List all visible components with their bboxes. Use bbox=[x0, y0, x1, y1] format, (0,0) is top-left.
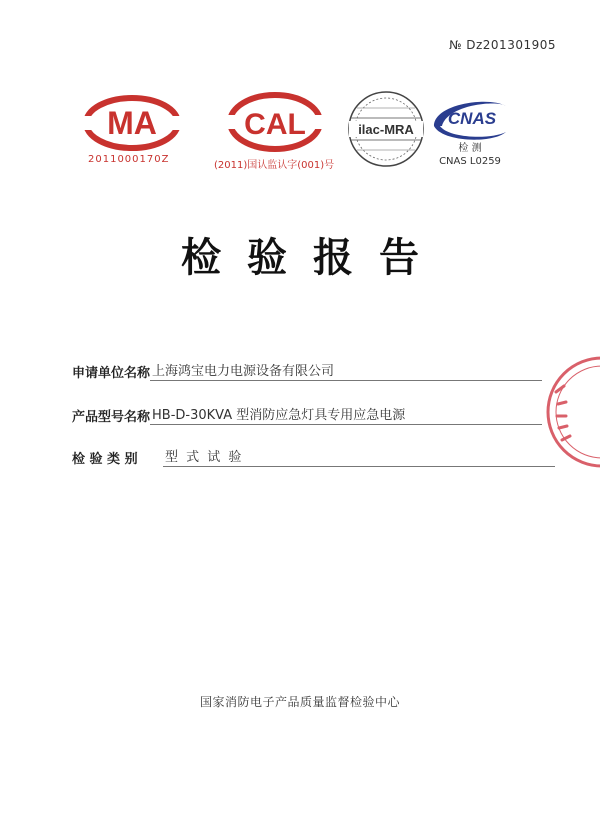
inspection-type-field bbox=[72, 446, 555, 467]
cnas-logo-caption bbox=[430, 142, 510, 168]
cnas-logo-text: CNAS bbox=[447, 109, 497, 128]
ilac-globe-icon bbox=[345, 88, 427, 170]
product-model-value: HB-D-30KVA 型消防应急灯具专用应急电源 bbox=[150, 404, 542, 425]
applicant-label: 申请单位名称 bbox=[72, 366, 151, 381]
product-model-label: 产品型号名称 bbox=[72, 410, 151, 425]
ma-certification-logo bbox=[82, 94, 182, 152]
seal-stamp-icon bbox=[542, 352, 600, 472]
cal-logo-icon bbox=[225, 90, 325, 154]
inspection-type-label: 检 验 类 别 bbox=[72, 452, 138, 467]
ma-logo-icon bbox=[82, 94, 182, 152]
cnas-logo bbox=[428, 92, 512, 148]
product-model-field bbox=[72, 404, 542, 425]
cnas-caption-number: CNAS L0259 bbox=[439, 156, 501, 167]
applicant-field bbox=[72, 360, 542, 381]
red-seal-stamp bbox=[542, 352, 600, 472]
issuing-organization: 国家消防电子产品质量监督检验中心 bbox=[199, 695, 400, 709]
cnas-caption-testing: 检 测 bbox=[458, 143, 482, 154]
report-title: 检验报告 bbox=[181, 235, 445, 281]
inspection-type-value: 型 式 试 验 bbox=[163, 446, 555, 467]
cal-logo-caption: (2011)国认监认字(001)号 bbox=[214, 160, 335, 171]
cnas-swoosh-icon bbox=[428, 92, 512, 148]
report-number: № Dz201301905 bbox=[448, 38, 556, 52]
ma-logo-text: MA bbox=[107, 105, 157, 141]
ilac-logo-text: ilac-MRA bbox=[358, 122, 414, 137]
ilac-mra-logo bbox=[345, 88, 427, 170]
applicant-value: 上海鸿宝电力电源设备有限公司 bbox=[150, 360, 542, 381]
ma-logo-caption: 2011000170Z bbox=[88, 154, 170, 165]
cal-certification-logo bbox=[225, 90, 325, 154]
cal-logo-text: CAL bbox=[244, 108, 306, 141]
